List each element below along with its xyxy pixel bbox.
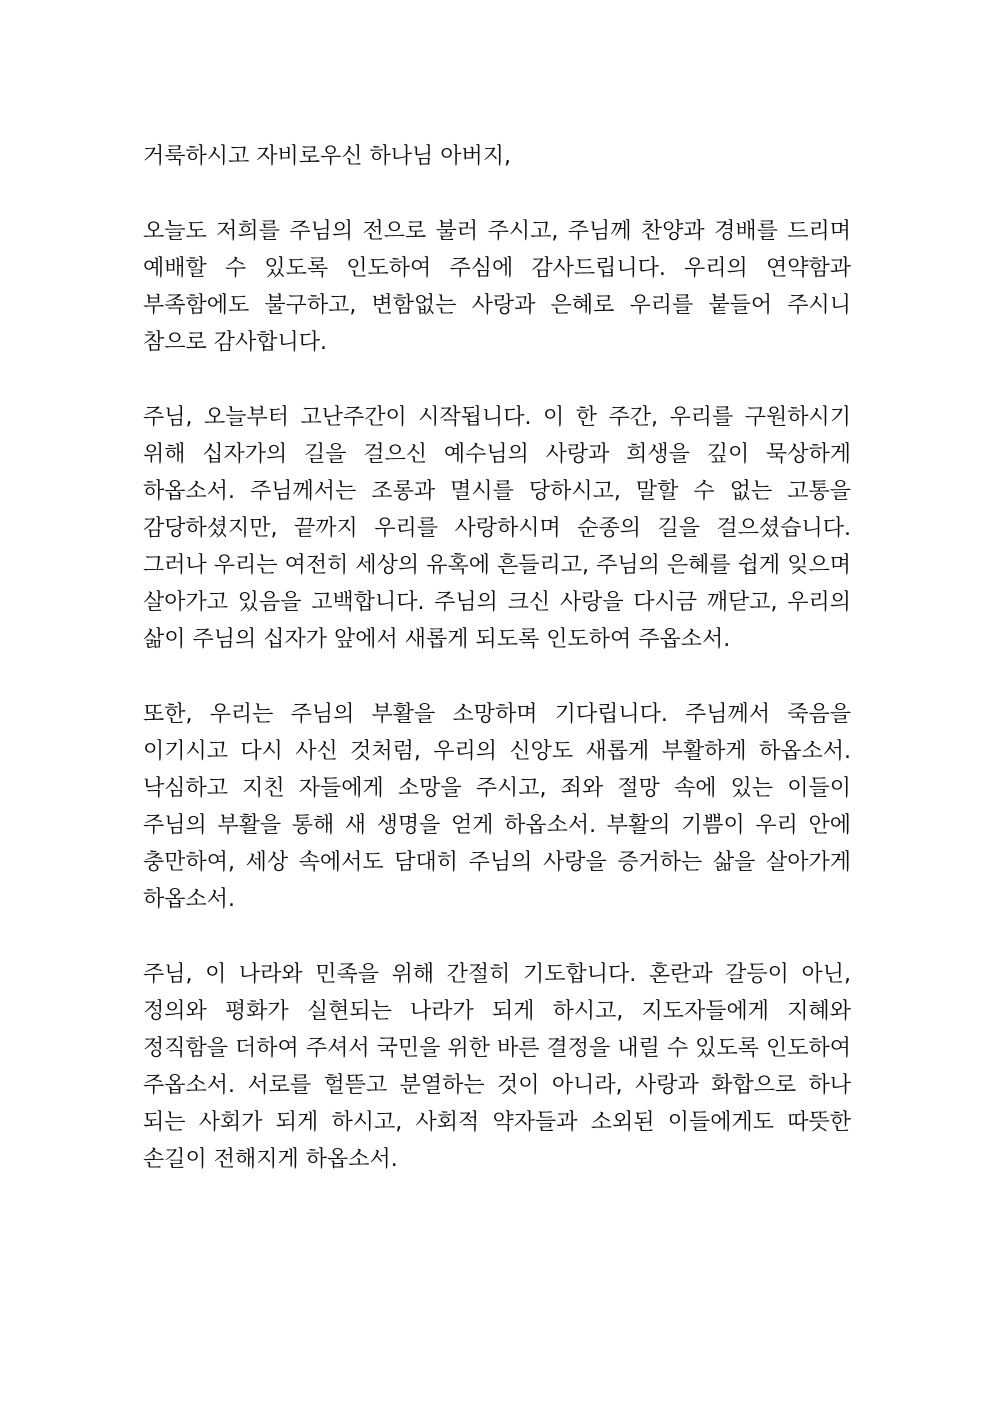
paragraph-passion-week: 주님, 오늘부터 고난주간이 시작됩니다. 이 한 주간, 우리를 구원하시기 위해 십자가의 길을 걸으신 예수님의 사랑과 희생을 깊이 묵상하게 하옵소서. 주님께서는 조롱과 멸시를 당하시고, 말할 수 없는 고통을 감당하셨지만, 끝까지 우리를 사랑하시며 순종의 길을 걸으셨습니다. 그러나 우리는 여전히 세상의 유혹에 흔들리고, 주님의 은혜를 쉽게 잊으며 살아가고 있음을 고백합니다. 주님의 크신 사랑을 다시금 깨닫고, 우리의 삶이 주님의 십자가 앞에서 새롭게 되도록 인도하여 주옵소서. <box>143 405 851 652</box>
greeting-line: 거룩하시고 자비로우신 하나님 아버지, <box>143 144 512 169</box>
prayer-text <box>143 138 851 1216</box>
paragraph-thanksgiving: 오늘도 저희를 주님의 전으로 불러 주시고, 주님께 찬양과 경배를 드리며 예배할 수 있도록 인도하여 주심에 감사드립니다. 우리의 연약함과 부족함에도 불구하고, 변함없는 사랑과 은혜로 우리를 붙들어 주시니 참으로 감사합니다. <box>143 219 851 355</box>
paragraph-resurrection: 또한, 우리는 주님의 부활을 소망하며 기다립니다. 주님께서 죽음을 이기시고 다시 사신 것처럼, 우리의 신앙도 새롭게 부활하게 하옵소서. 낙심하고 지친 자들에게 소망을 주시고, 죄와 절망 속에 있는 이들이 주님의 부활을 통해 새 생명을 얻게 하옵소서. 부활의 기쁨이 우리 안에 충만하여, 세상 속에서도 담대히 주님의 사랑을 증거하는 삶을 살아가게 하옵소서. <box>143 702 851 912</box>
paragraph-nation: 주님, 이 나라와 민족을 위해 간절히 기도합니다. 혼란과 갈등이 아닌, 정의와 평화가 실현되는 나라가 되게 하시고, 지도자들에게 지혜와 정직함을 더하여 주셔서 국민을 위한 바른 결정을 내릴 수 있도록 인도하여 주옵소서. 서로를 헐뜯고 분열하는 것이 아니라, 사랑과 화합으로 하나 되는 사회가 되게 하시고, 사회적 약자들과 소외된 이들에게도 따뜻한 손길이 전해지게 하옵소서. <box>143 962 851 1172</box>
